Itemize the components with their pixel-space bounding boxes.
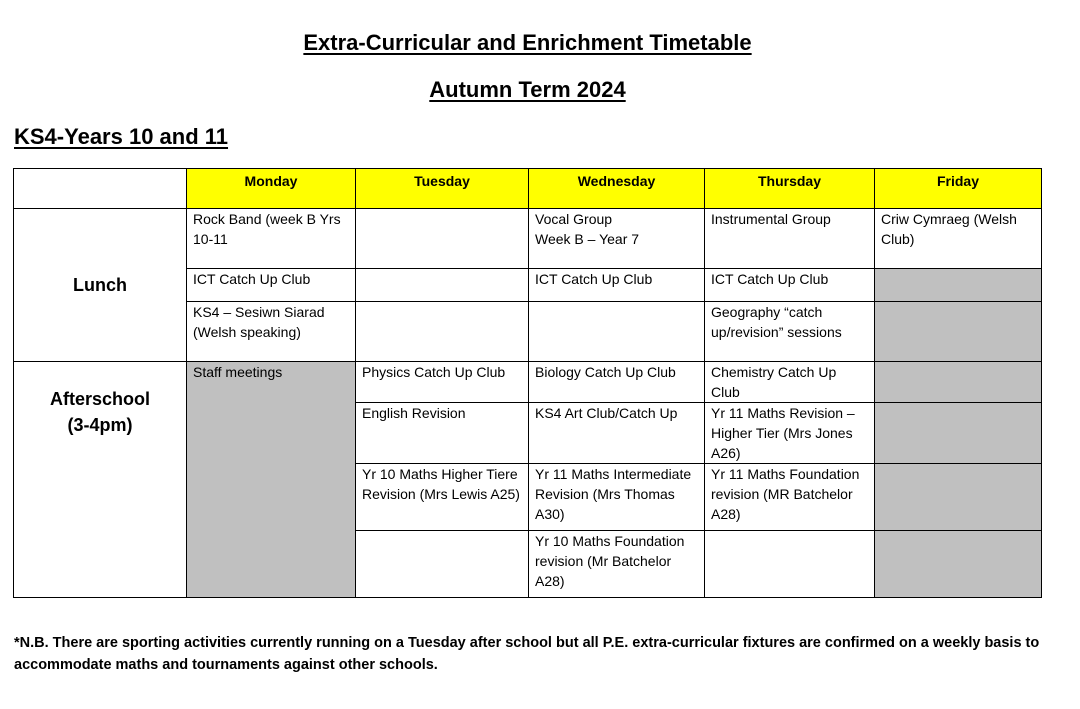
table-cell: Physics Catch Up Club	[356, 362, 529, 403]
table-cell-shaded	[875, 403, 1042, 464]
table-cell: Geography “catch up/revision” sessions	[705, 302, 875, 362]
table-cell: ICT Catch Up Club	[529, 269, 705, 302]
table-cell: Criw Cymraeg (Welsh Club)	[875, 209, 1042, 269]
afterschool-row-1	[14, 362, 1042, 403]
table-cell	[356, 531, 529, 598]
table-cell-shaded	[875, 464, 1042, 531]
table-cell: Biology Catch Up Club	[529, 362, 705, 403]
header-monday: Monday	[187, 169, 356, 209]
table-cell: English Revision	[356, 403, 529, 464]
header-wednesday: Wednesday	[529, 169, 705, 209]
section-heading: KS4-Years 10 and 11	[14, 124, 229, 149]
header-row	[14, 169, 1042, 209]
footnote: *N.B. There are sporting activities currently running on a Tuesday after school but all P.E. extra-curricular fixtures are confirmed on a weekly basis to accommodate maths and tournaments against other schools.	[14, 635, 1040, 673]
afterschool-label	[14, 362, 187, 598]
document-subtitle: Autumn Term 2024	[429, 77, 626, 102]
table-cell-shaded	[875, 362, 1042, 403]
table-cell-shaded	[875, 302, 1042, 362]
table-cell: Yr 11 Maths Intermediate Revision (Mrs Thomas A30)	[529, 464, 705, 531]
table-cell	[356, 302, 529, 362]
table-cell: Chemistry Catch Up Club	[705, 362, 875, 403]
table-cell-shaded	[875, 269, 1042, 302]
table-cell: KS4 Art Club/Catch Up	[529, 403, 705, 464]
table-cell: Yr 10 Maths Higher Tiere Revision (Mrs Lewis A25)	[356, 464, 529, 531]
table-cell	[705, 531, 875, 598]
staff-meetings-cell: Staff meetings	[187, 362, 356, 598]
table-cell: Rock Band (week B Yrs 10-11	[187, 209, 356, 269]
header-corner	[14, 169, 187, 209]
header-friday: Friday	[875, 169, 1042, 209]
table-cell: Vocal Group Week B – Year 7	[529, 209, 705, 269]
table-cell	[356, 269, 529, 302]
table-cell: ICT Catch Up Club	[705, 269, 875, 302]
timetable	[13, 168, 1042, 598]
table-cell: Yr 10 Maths Foundation revision (Mr Batchelor A28)	[529, 531, 705, 598]
afterschool-label-line2: (3-4pm)	[67, 415, 133, 435]
table-cell: ICT Catch Up Club	[187, 269, 356, 302]
table-cell: Yr 11 Maths Revision – Higher Tier (Mrs Jones A26)	[705, 403, 875, 464]
table-cell: Instrumental Group	[705, 209, 875, 269]
lunch-label: Lunch	[14, 209, 187, 362]
table-cell: KS4 – Sesiwn Siarad (Welsh speaking)	[187, 302, 356, 362]
afterschool-label-line1: Afterschool	[49, 389, 150, 409]
table-cell-shaded	[875, 531, 1042, 598]
header-tuesday: Tuesday	[356, 169, 529, 209]
table-cell	[356, 209, 529, 269]
table-cell: Yr 11 Maths Foundation revision (MR Batchelor A28)	[705, 464, 875, 531]
header-thursday: Thursday	[705, 169, 875, 209]
table-cell	[529, 302, 705, 362]
document-title: Extra-Curricular and Enrichment Timetable	[303, 30, 752, 55]
lunch-row-1	[14, 209, 1042, 269]
